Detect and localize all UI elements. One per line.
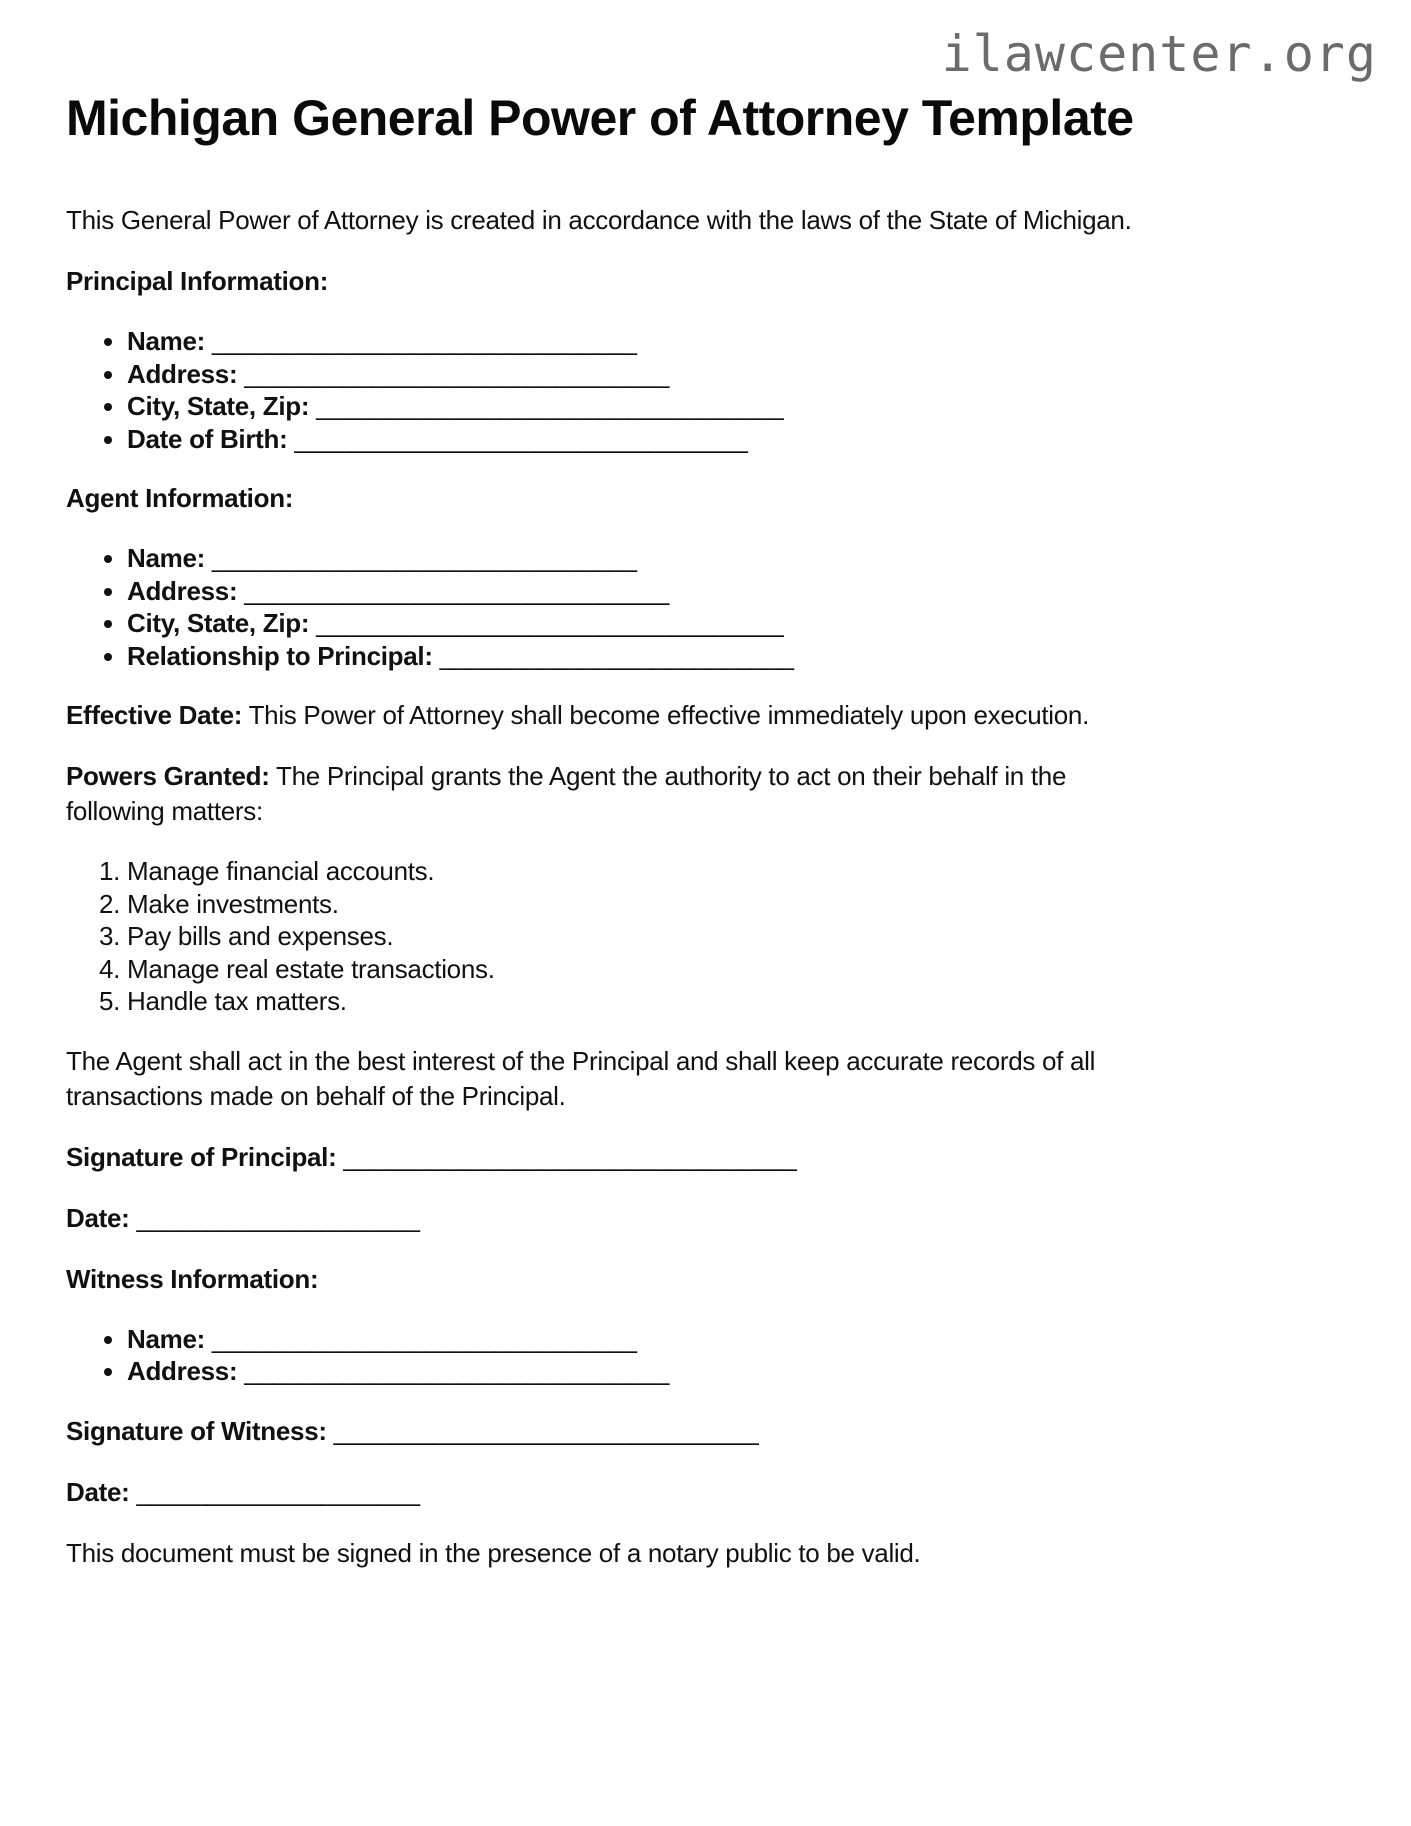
field-label: Name: [127,326,205,356]
agent-section-heading: Agent Information: [66,483,294,513]
principal-address-field [127,358,1162,391]
witness-fields-list [66,1323,1162,1388]
power-item: 3. Pay bills and expenses. [127,920,1162,953]
blank-line: ______________________________ [211,1323,637,1354]
page-title: Michigan General Power of Attorney Template [66,90,1134,146]
document-body [66,90,1162,1571]
principal-date-line [66,1201,1162,1236]
principal-city-state-zip-field [127,390,1162,423]
agent-city-state-zip-field [127,607,1162,640]
intro-paragraph: This General Power of Attorney is created in accordance with the laws of the State of Michigan. [66,205,1132,235]
blank-line: ______________________________ [211,543,637,573]
power-item: 1. Manage financial accounts. [127,855,1162,888]
field-label: Address: [127,358,238,389]
power-item: 2. Make investments. [127,888,1162,921]
field-label: City, State, Zip: [127,391,310,421]
blank-line: _________________________________ [316,391,784,421]
witness-section-heading: Witness Information: [66,1263,319,1294]
powers-list [66,855,1162,1018]
witness-date-label: Date: [66,1476,130,1507]
field-label: Address: [127,1356,238,1386]
blank-line: ________________________________ [343,1141,797,1172]
field-label: Date of Birth: [127,423,288,454]
effective-date-paragraph [66,698,1162,733]
notary-note: This document must be signed in the presence of a notary public to be valid. [66,1537,921,1568]
field-label: Relationship to Principal: [127,640,433,671]
witness-signature-line [66,1414,1162,1449]
blank-line: ______________________________ [211,326,637,356]
witness-signature-label: Signature of Witness: [66,1415,327,1446]
field-label: Name: [127,1323,205,1354]
field-label: City, State, Zip: [127,608,310,638]
blank-line: ________________________________ [294,423,748,454]
effective-date-label: Effective Date: [66,700,243,730]
powers-granted-paragraph [66,759,1162,829]
powers-granted-label: Powers Granted: [66,761,270,791]
blank-line: ______________________________ [244,358,670,389]
witness-address-field [127,1355,1162,1388]
blank-line: ____________________ [136,1476,420,1507]
principal-section-heading: Principal Information: [66,266,329,296]
agent-relationship-field [127,640,1162,673]
blank-line: ______________________________ [333,1415,759,1446]
agent-duty-paragraph: The Agent shall act in the best interest of the Principal and shall keep accurate records of all transactions made on behalf of the Principal. [66,1045,1096,1111]
power-item: 4. Manage real estate transactions. [127,953,1162,986]
principal-name-field [127,325,1162,358]
site-logo: ilawcenter.org [941,25,1377,83]
agent-fields-list [66,542,1162,672]
blank-line: ____________________ [136,1202,420,1233]
principal-fields-list [66,325,1162,455]
blank-line: _________________________________ [316,608,784,638]
effective-date-text: This Power of Attorney shall become effective immediately upon execution. [248,700,1089,730]
principal-signature-line [66,1140,1162,1175]
witness-name-field [127,1323,1162,1356]
powers-granted-text: The Principal grants the Agent the authority to act on their behalf in the following matters: [66,761,1067,826]
field-label: Name: [127,543,205,573]
field-label: Address: [127,575,238,606]
blank-line: ______________________________ [244,575,670,606]
principal-date-of-birth-field [127,423,1162,456]
agent-name-field [127,542,1162,575]
witness-date-line [66,1475,1162,1510]
principal-signature-label: Signature of Principal: [66,1141,337,1172]
blank-line: _________________________ [439,640,794,671]
agent-address-field [127,575,1162,608]
power-item: 5. Handle tax matters. [127,985,1162,1018]
blank-line: ______________________________ [244,1356,670,1386]
principal-date-label: Date: [66,1202,130,1233]
